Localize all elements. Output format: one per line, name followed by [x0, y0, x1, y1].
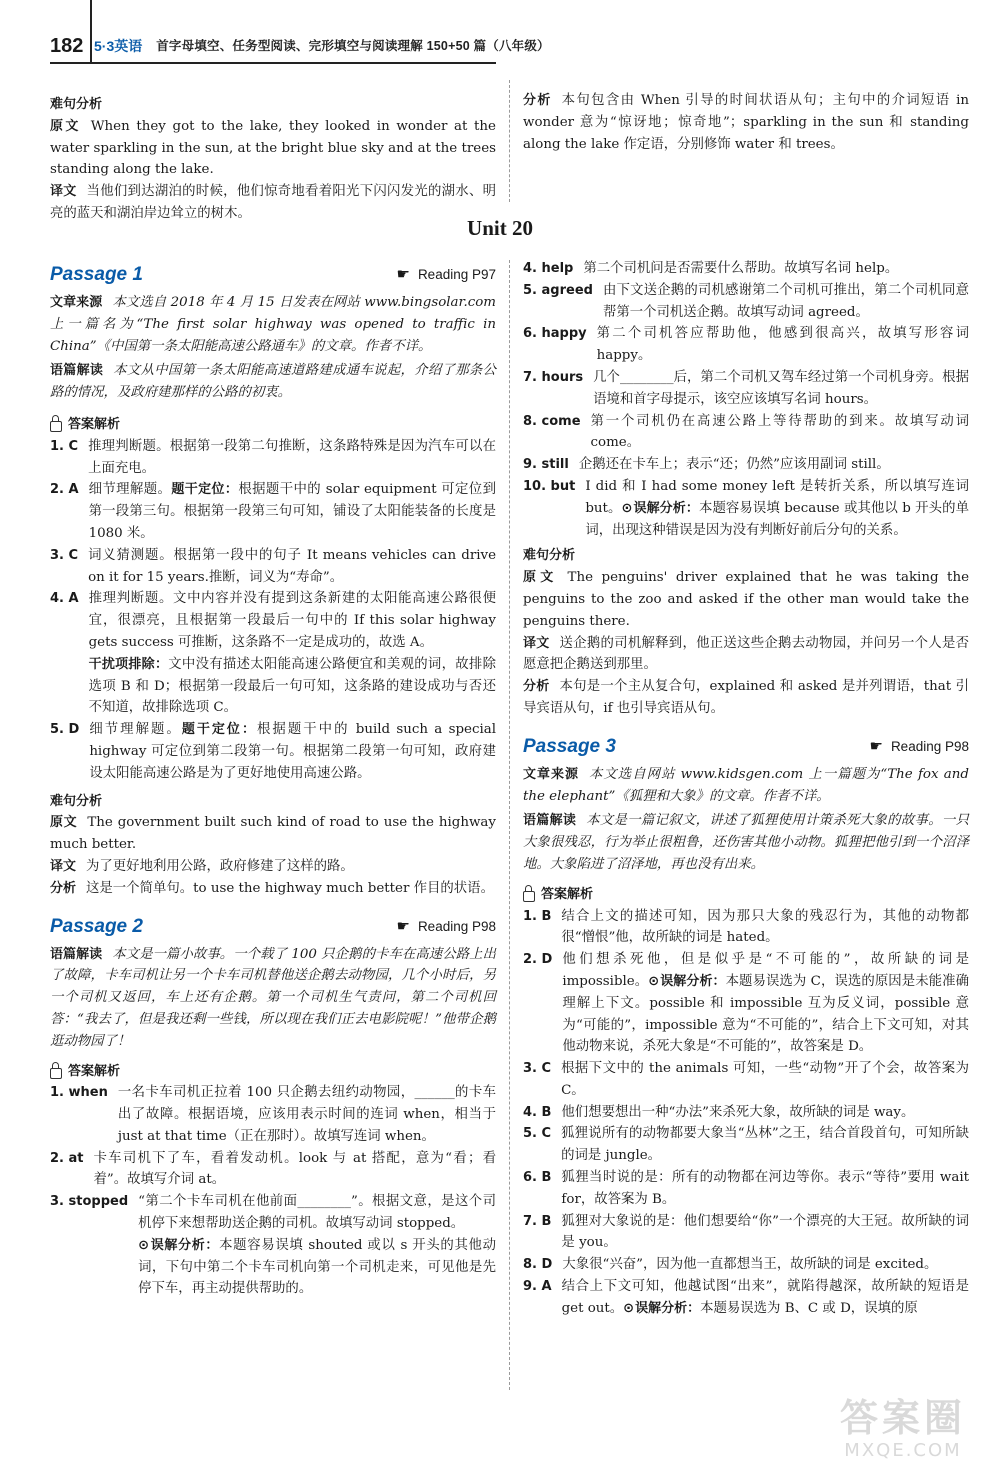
answer-text: 词义猜测题。根据第一段中的句子 It means vehicles can drive on it for 15 years.推断，词义为“寿命”。 [88, 547, 496, 585]
answer-text-extra: 本题容易误填 shouted 或以 s 开头的其他动词，下句中第二个卡车司机向第一个司机走来，可见他是先停下车，再主动提供帮助的。 [138, 1237, 496, 1297]
answer-text: 结合上文的描述可知，因为那只大象的残忍行为，其他的动物都很“憎恨”他，故所缺的词是 hated。 [561, 908, 969, 946]
answer-number: 6. B [523, 1170, 552, 1186]
answer-item [523, 323, 969, 367]
passage1-analysis [50, 878, 496, 900]
passage2-summary-text: 本文是一篇小故事。一个载了 100 只企鹅的卡车在高速公路上出了故障，卡车司机让另一个卡车司机替他送企鹅去动物园，几个小时后，另一个司机又返回，车上还有企鹅。第一个司机生气责问，第二个司机回答：“我去了，但是我还剩一些钱，所以现在我们正去电影院呢！”他带企鹅逛动物园了！ [50, 946, 496, 1049]
label-analysis: 分析 [523, 93, 552, 108]
answer-text: 狐狸对大象说的是：他们想要给“你”一个漂亮的大王冠。故所缺的词是 you。 [561, 1213, 969, 1251]
passage2-reading-ref [396, 916, 496, 938]
answer-number: 7. hours [523, 369, 584, 385]
passage1-reading-ref [396, 264, 496, 286]
answer-text: 推理判断题。根据第一段第二句推断，这条路特殊是因为汽车可以在上面充电。 [88, 438, 496, 476]
prev-analysis-text: 本句包含由 When 引导的时间状语从句；主句中的介词短语 in wonder 意为“惊讶地；惊奇地”；sparkling in the sun 和 standing along the lake 作定语，分别修饰 water 和 trees。 [523, 93, 969, 152]
answer-text: “第二个卡车司机在他前面________”。根据文意，是这个司机停下来想帮助送企鹅的司机。故填写动词 stopped。 [138, 1194, 496, 1232]
prev-section-right [523, 90, 969, 155]
prev-heading: 难句分析 [50, 97, 103, 112]
label-translation: 译文 [50, 184, 77, 200]
answer-number: 8. D [523, 1257, 553, 1273]
answer-item [50, 588, 496, 719]
passage1-title: Passage 1 [50, 264, 143, 286]
label-translation: 译文 [50, 858, 77, 874]
answer-item [523, 367, 969, 411]
answer-keyword: 题干定位： [181, 722, 257, 738]
answer-text: 第二个司机问是否需要什么帮助。故填写名词 help。 [583, 261, 899, 276]
passage2-header [50, 914, 496, 940]
answers-heading-text: 答案解析 [68, 1063, 121, 1079]
answer-text: 根据下文中的 the animals 可知，一些“动物”开了个会，故答案为 C。 [561, 1061, 969, 1098]
answer-type: 细节理解题。 [88, 482, 172, 498]
answer-keyword: 题干定位： [171, 482, 239, 498]
answer-number: 5. D [50, 722, 80, 738]
answer-text: 根据题干中的 solar equipment 可定位到第一段第三句。根据第一段第三句可知，铺设了太阳能装备的长度是 1080 米。 [88, 482, 496, 541]
passage2-summary [50, 944, 496, 1053]
answer-item [50, 545, 496, 589]
answer-type: 细节理解题。 [89, 722, 182, 738]
answer-number: 3. stopped [50, 1194, 129, 1210]
passage1-hard-heading: 难句分析 [50, 793, 103, 809]
passage3-header [523, 734, 969, 760]
answer-item [523, 1167, 969, 1211]
passage1-summary-text: 本文从中国第一条太阳能高速道路建成通车说起，介绍了那条公路的情况，及政府建那样的公路的初衷。 [50, 363, 496, 401]
answer-item [523, 454, 969, 476]
answer-number: 1. C [50, 438, 79, 454]
unit-title: Unit 20 [467, 216, 533, 240]
answer-body [138, 1191, 496, 1300]
answer-text: 他们想要想出一种“办法”来杀死大象，故所缺的词是 way。 [561, 1104, 915, 1120]
answers-heading-text: 答案解析 [541, 886, 594, 902]
answer-number: 7. B [523, 1213, 552, 1229]
prev-analysis [523, 90, 969, 155]
page-number: 182 [50, 35, 84, 58]
passage1-summary [50, 360, 496, 404]
passage3-source-text: 本文选自网站 www.kidsgen.com 上一篇题为“The fox and the elephant”《狐狸和大象》的文章。作者不详。 [523, 766, 969, 804]
passage3-reading-ref [869, 736, 969, 758]
answer-item [523, 258, 969, 280]
left-column [50, 262, 496, 1300]
answer-text: 企鹅还在卡车上；表示“还；仍然”应该用副词 still。 [578, 457, 890, 473]
answer-text-extra: 本题易误选为 C，误选的原因是未能准确理解上下文。possible 和 impossible 互为反义词，possible 意为“可能的”，impossible 意为“不可能的”，结合上下文可知，对其他动物来说，杀死大象是“不可能的”，故答案是 D。 [562, 973, 969, 1055]
answer-body [89, 719, 496, 784]
passage3-summary-text: 本文是一篇记叙文，讲述了狐狸使用计策杀死大象的故事。一只大象很残忍，行为举止很粗鲁，还伤害其他小动物。狐狸把他引到一个沼泽地。大象陷进了沼泽地，再也没有出来。 [523, 813, 969, 872]
passage3-title: Passage 3 [523, 735, 616, 757]
analysis-text: 本句是一个主从复合句，explained 和 asked 是并列谓语，that 引导宾语从句，if 也引导宾语从句。 [523, 679, 969, 716]
passage2-translation [523, 633, 969, 677]
answer-number: 2. at [50, 1150, 84, 1166]
answer-number: 5. C [523, 1126, 552, 1142]
label-original: 原文 [50, 815, 78, 831]
answer-item [523, 949, 969, 1058]
answer-text: 狐狸说所有的动物都要大象当“丛林”之王，结合首段首句，可知所缺的词是 jungle。 [561, 1126, 969, 1164]
passage1-translation [50, 856, 496, 878]
passage2-hard-heading: 难句分析 [523, 548, 576, 564]
answer-item [523, 280, 969, 324]
analysis-text: 这是一个简单句。to use the highway much better 作目的状语。 [86, 880, 494, 896]
error-analysis-label: ⊙ 误解分析： [138, 1238, 219, 1253]
passage2-analysis [523, 676, 969, 720]
translation-text: 为了更好地利用公路，政府修建了这样的路。 [86, 858, 354, 874]
passage3-source [523, 764, 969, 808]
label-summary: 语篇解读 [50, 363, 104, 379]
answer-number: 2. D [523, 952, 553, 968]
answer-item [50, 1191, 496, 1300]
answer-text-extra: 本题易误选为 B、C 或 D，误填的原 [700, 1300, 918, 1316]
watermark-text: 答案圈 [839, 1396, 966, 1440]
answer-number: 10. but [523, 478, 576, 494]
pointing-hand-icon: ☛ [396, 266, 410, 284]
brand-text: 5·3 [94, 38, 115, 55]
answer-body [585, 476, 969, 541]
header-divider [90, 0, 92, 62]
prev-original [50, 116, 496, 181]
label-source: 文章来源 [50, 295, 103, 310]
answer-item [523, 476, 969, 541]
answer-body [562, 949, 969, 1058]
answer-text: 根据题干中的 build such a special highway 可定位到第二段第一句。根据第二段第一句可知，政府建设太阳能高速公路是为了更好地使用高速公路。 [89, 722, 496, 781]
answer-item [523, 1123, 969, 1167]
answer-number: 1. B [523, 908, 552, 924]
label-summary: 语篇解读 [523, 813, 577, 829]
answer-item [50, 1148, 496, 1192]
answer-text: 几个________后，第二个司机又驾车经过第一个司机身旁。根据语境和首字母提示，该空应该填写名词 hours。 [593, 369, 969, 407]
lock-icon [50, 421, 62, 432]
brand-subject: 英语 [114, 38, 143, 55]
answer-text: 狐狸当时说的是：所有的动物都在河边等你。表示“等待”要用 wait for，故答案为 B。 [561, 1170, 969, 1207]
answer-text: 卡车司机下了车，看着发动机。look 与 at 搭配，意为“看；看着”。故填写介词 at。 [93, 1150, 496, 1188]
prev-translation-text: 当他们到达湖泊的时候，他们惊奇地看着阳光下闪闪发光的湖水、明亮的蓝天和湖泊岸边耸立的树木。 [50, 184, 496, 221]
answer-number: 4. A [50, 591, 79, 607]
watermark [818, 1396, 988, 1468]
answer-number: 4. B [523, 1104, 552, 1120]
answer-item [50, 436, 496, 480]
passage1-header [50, 262, 496, 288]
answer-number: 1. when [50, 1085, 108, 1101]
answer-item [50, 1082, 496, 1147]
answer-text: 一名卡车司机正拉着 100 只企鹅去纽约动物园，______的卡车出了故障。根据语境，应该用表示时间的连词 when，相当于 just at that time（正在那时）。故填写连词 when。 [117, 1085, 496, 1144]
answer-number: 2. A [50, 482, 79, 498]
brand-logo [94, 36, 142, 58]
passage2-reading-text: Reading P98 [417, 918, 496, 934]
answers-heading-text: 答案解析 [68, 416, 121, 432]
label-original: 原文 [523, 570, 558, 586]
answer-item [523, 1102, 969, 1124]
answer-body [562, 1276, 969, 1320]
answer-text: I did 和 I had some money left 是转折关系，所以填写连词 but。 [585, 478, 969, 516]
passage1-answers-heading [50, 414, 496, 436]
prev-section-left [50, 90, 496, 225]
passage1-reading-text: Reading P97 [417, 267, 496, 283]
answer-item [523, 906, 969, 950]
passage1-original [50, 812, 496, 856]
answer-text-extra: 文中没有描述太阳能高速公路便宜和美观的词，故排除选项 B 和 D；根据第一段最后一句可知，这条路的建设成功与否还不知道，故排除选项 C。 [88, 656, 496, 716]
answer-number: 3. C [50, 547, 79, 563]
answer-number: 9. A [523, 1279, 552, 1295]
pointing-hand-icon: ☛ [396, 917, 410, 935]
page-header [50, 34, 550, 60]
answer-text: 结合上下文可知，他越试图“出来”，就陷得越深，故所缺的短语是 get out。 [561, 1279, 969, 1316]
answer-item [523, 1254, 969, 1276]
column-divider-top [509, 80, 510, 202]
answer-item [523, 1211, 969, 1255]
answer-body [89, 479, 496, 544]
passage3-summary [523, 810, 969, 875]
error-analysis-label: ⊙ 误解分析： [622, 501, 699, 516]
column-divider [509, 260, 510, 1390]
answer-keyword: 干扰项排除： [88, 656, 169, 672]
answer-number: 9. still [523, 457, 569, 473]
label-analysis: 分析 [523, 679, 550, 695]
label-translation: 译文 [523, 635, 550, 651]
right-column [523, 258, 969, 1320]
prev-original-text: When they got to the lake, they looked in wonder at the water sparkling in the sun, at the bright blue sky and at the trees standing along the lake. [50, 118, 496, 178]
answer-body [89, 588, 496, 719]
answer-number: 5. agreed [523, 282, 593, 298]
lock-icon [523, 891, 535, 902]
book-subtitle: 首字母填空、任务型阅读、完形填空与阅读理解 150+50 篇（八年级） [156, 39, 550, 54]
answer-item [50, 479, 496, 544]
passage2-title: Passage 2 [50, 915, 143, 937]
pointing-hand-icon: ☛ [869, 737, 883, 755]
error-analysis-label: ⊙ 误解分析： [648, 974, 725, 989]
answer-text-extra: 本题容易误填 because 或其他以 b 开头的单词，出现这种错误是因为没有判断好前后分句的关系。 [585, 500, 969, 538]
answer-number: 3. C [523, 1061, 552, 1077]
passage2-answers-heading [50, 1061, 496, 1083]
passage3-reading-text: Reading P98 [890, 738, 969, 754]
label-analysis: 分析 [50, 880, 77, 896]
passage1-source [50, 292, 496, 357]
answer-item [50, 719, 496, 784]
answer-number: 8. come [523, 413, 581, 429]
error-analysis-label: ⊙ 误解分析： [623, 1301, 700, 1316]
label-source: 文章来源 [523, 766, 580, 782]
answer-item [523, 411, 969, 455]
header-rule [50, 62, 496, 64]
answer-text: 推理判断题。文中内容并没有提到这条新建的太阳能高速公路很便宜，很漂亮，且根据第一段最后一句中的 If this solar highway gets success 可推断，这条路不一定是成功的，故选 A。 [88, 591, 496, 650]
passage3-answers-heading [523, 884, 969, 906]
answer-number: 6. happy [523, 326, 587, 342]
original-text: The penguins' driver explained that he was taking the penguins to the zoo and asked if the other man would take the penguins there. [523, 570, 969, 629]
answer-item [523, 1058, 969, 1102]
watermark-url: MXQE.COM [844, 1440, 962, 1461]
label-summary: 语篇解读 [50, 946, 103, 962]
answer-item [523, 1276, 969, 1320]
translation-text: 送企鹅的司机解释到，他正送这些企鹅去动物园，并问另一个人是否愿意把企鹅送到那里。 [523, 635, 969, 673]
answer-text: 第二个司机答应帮助他，他感到很高兴，故填写形容词 happy。 [596, 326, 969, 364]
lock-icon [50, 1068, 62, 1079]
answer-text: 第一个司机仍在高速公路上等待帮助的到来。故填写动词 come。 [590, 413, 969, 451]
original-text: The government built such kind of road to use the highway much better. [50, 815, 496, 853]
passage1-source-text: 本文选自 2018 年 4 月 15 日发表在网站 www.bingsolar.com 上一篇名为“The first solar highway was opened to traffic in China”《中国第一条太阳能高速公路通车》的文章。作者不详。 [50, 295, 496, 354]
answer-number: 4. help [523, 261, 574, 276]
answer-text: 他们想杀死他，但是似乎是“不可能的”，故所缺的词是 impossible。 [562, 952, 969, 989]
passage2-original [523, 567, 969, 632]
answer-text: 由下文送企鹅的司机感谢第二个司机可推出，第二个司机同意帮第一个司机送企鹅。故填写动词 agreed。 [602, 282, 969, 320]
answer-text: 大象很“兴奋”，因为他一直都想当王，故所缺的词是 excited。 [562, 1257, 938, 1273]
label-original: 原文 [50, 118, 81, 134]
